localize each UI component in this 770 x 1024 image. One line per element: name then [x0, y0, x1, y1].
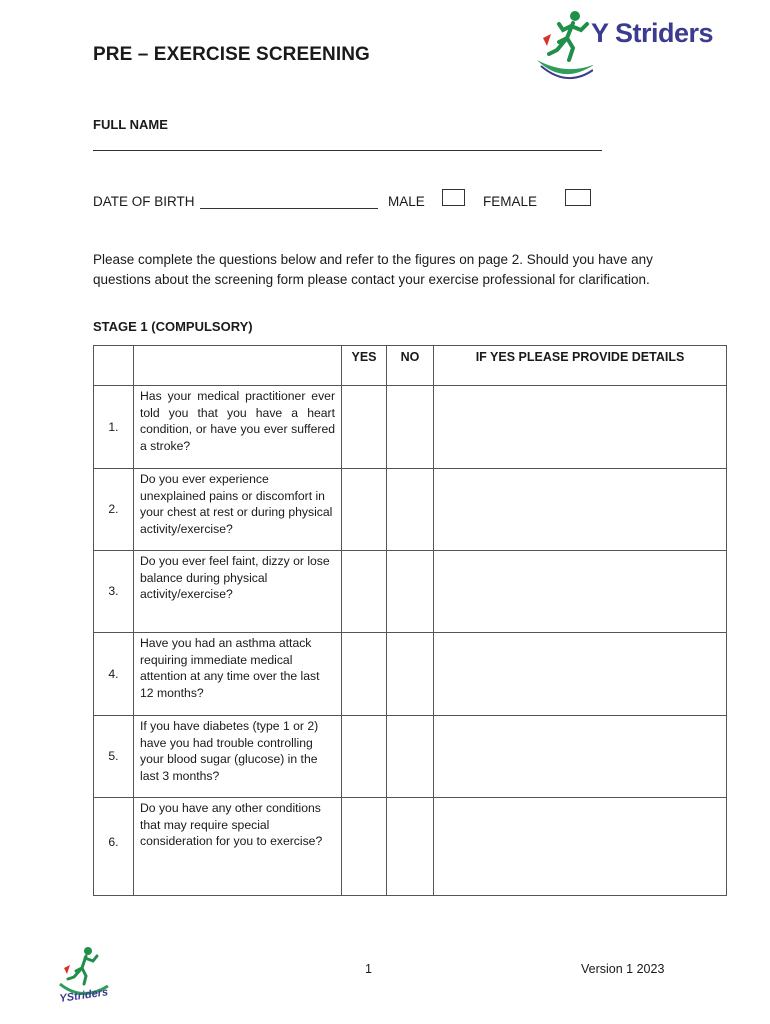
- yes-cell[interactable]: [342, 798, 387, 896]
- svg-text:YStriders: YStriders: [58, 986, 109, 1005]
- footer-logo: [58, 944, 114, 1008]
- dob-field[interactable]: [200, 208, 378, 209]
- table-row: [94, 386, 727, 469]
- no-cell[interactable]: [387, 798, 434, 896]
- header-cell-num: [94, 346, 134, 386]
- ystriders-logo: [533, 8, 733, 80]
- yes-cell[interactable]: [342, 633, 387, 716]
- details-cell[interactable]: [434, 386, 727, 469]
- row-number: 5.: [94, 716, 134, 798]
- female-label: FEMALE: [483, 194, 538, 209]
- footer-runner-icon: [58, 944, 114, 1008]
- no-cell[interactable]: [387, 551, 434, 633]
- no-cell[interactable]: [387, 386, 434, 469]
- yes-cell[interactable]: [342, 551, 387, 633]
- row-number: 4.: [94, 633, 134, 716]
- question-3-text: Do you ever feel faint, dizzy or lose balance during physical activity/exercise?: [140, 554, 330, 601]
- row-number: 2.: [94, 469, 134, 551]
- question-text: [134, 633, 342, 716]
- row-number: 6.: [94, 798, 134, 896]
- full-name-label: FULL NAME: [93, 117, 168, 132]
- logo-text: Y Striders: [591, 18, 714, 48]
- yes-cell[interactable]: [342, 716, 387, 798]
- row-number: 1.: [94, 386, 134, 469]
- header-yes: YES: [342, 346, 387, 386]
- table-row: [94, 551, 727, 633]
- no-cell[interactable]: [387, 469, 434, 551]
- table-header-row: [94, 346, 727, 386]
- question-text: [134, 386, 342, 469]
- male-label: MALE: [388, 194, 425, 209]
- question-text: [134, 551, 342, 633]
- header-cell-question: [134, 346, 342, 386]
- yes-cell[interactable]: [342, 386, 387, 469]
- stage-heading: STAGE 1 (COMPULSORY): [93, 319, 253, 334]
- yes-cell[interactable]: [342, 469, 387, 551]
- question-text: [134, 798, 342, 896]
- header-no: NO: [387, 346, 434, 386]
- details-cell[interactable]: [434, 716, 727, 798]
- no-cell[interactable]: [387, 716, 434, 798]
- intro-paragraph: Please complete the questions below and refer to the figures on page 2. Should you have any questions about the screening form please contact your exercise professional for clarification.: [93, 252, 653, 287]
- screening-table: [93, 345, 727, 896]
- question-5-text: If you have diabetes (type 1 or 2) have you had trouble controlling your blood sugar (glucose) in the last 3 months?: [140, 719, 319, 783]
- details-cell[interactable]: [434, 469, 727, 551]
- question-2-text: Do you ever experience unexplained pains or discomfort in your chest at rest or during physical activity/exercise?: [140, 472, 333, 536]
- table-row: [94, 469, 727, 551]
- full-name-field[interactable]: [93, 150, 602, 151]
- question-6-text: Do you have any other conditions that may require special consideration for you to exercise?: [140, 801, 323, 848]
- question-1-text: Has your medical practitioner ever told you that you have a heart condition, or have you ever suffered a stroke?: [140, 389, 335, 453]
- page-title: PRE – EXERCISE SCREENING: [93, 44, 370, 65]
- no-cell[interactable]: [387, 633, 434, 716]
- question-4-text: Have you had an asthma attack requiring immediate medical attention at any time over the last 12 months?: [140, 636, 320, 700]
- dob-label: DATE OF BIRTH: [93, 194, 195, 209]
- table-row: [94, 716, 727, 798]
- runner-logo-icon: [533, 8, 593, 80]
- question-text: [134, 469, 342, 551]
- details-cell[interactable]: [434, 798, 727, 896]
- details-cell[interactable]: [434, 633, 727, 716]
- female-checkbox[interactable]: [565, 189, 591, 206]
- details-cell[interactable]: [434, 551, 727, 633]
- table-row: [94, 798, 727, 896]
- header-details: IF YES PLEASE PROVIDE DETAILS: [434, 346, 727, 386]
- row-number: 3.: [94, 551, 134, 633]
- male-checkbox[interactable]: [442, 189, 465, 206]
- page-number: 1: [365, 962, 372, 976]
- table-row: [94, 633, 727, 716]
- version-label: Version 1 2023: [581, 962, 665, 976]
- question-text: [134, 716, 342, 798]
